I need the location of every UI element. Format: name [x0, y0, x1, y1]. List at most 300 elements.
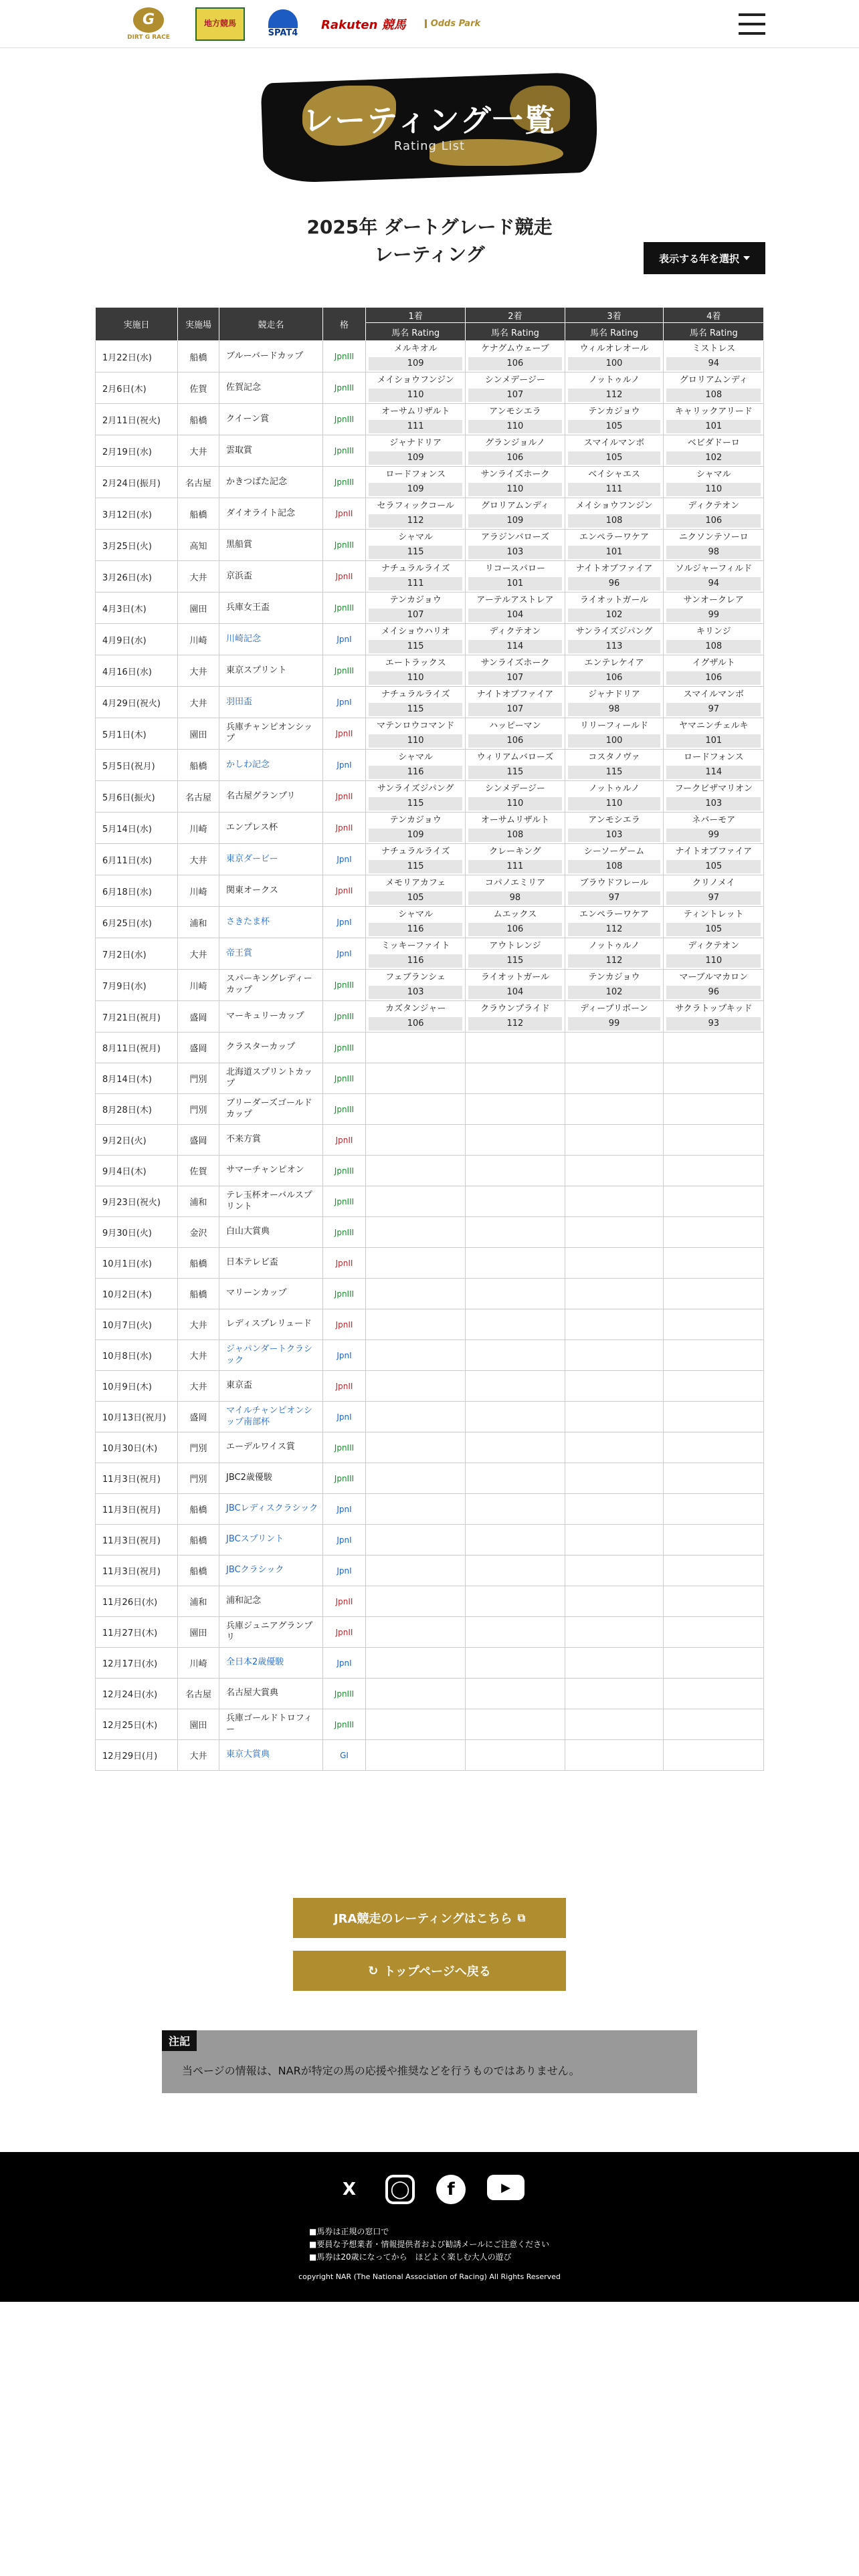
race-grade: JpnIII — [323, 467, 366, 498]
horse-name: ライオットガール — [579, 595, 649, 605]
race-name-link[interactable]: JBCスプリント — [219, 1525, 323, 1555]
race-date: 8月28日(木) — [96, 1094, 178, 1125]
result-cell — [565, 1125, 664, 1156]
result-cell — [366, 404, 466, 435]
footer-note: ■馬券は正規の窓口で — [309, 2227, 389, 2236]
jra-rating-link-button[interactable] — [293, 1898, 566, 1938]
race-date: 4月29日(祝火) — [96, 687, 178, 718]
jra-button-label: JRA競走のレーティングはこちら — [333, 1912, 512, 1926]
race-grade: JpnII — [323, 1371, 366, 1402]
result-cell — [366, 1740, 466, 1771]
race-name: テレ玉杯オーバルスプリント — [219, 1186, 323, 1217]
race-grade: JpnI — [323, 1402, 366, 1432]
result-cell — [366, 1309, 466, 1340]
horse-name: エンテレケイア — [584, 658, 644, 668]
result-cell — [565, 1432, 664, 1463]
result-cell — [366, 1094, 466, 1125]
race-name: マーキュリーカップ — [219, 1001, 323, 1033]
horse-rating: 97 — [568, 891, 661, 905]
race-name-link[interactable]: JBCレディスクラシック — [219, 1494, 323, 1525]
col-header-2nd: 2着 — [466, 308, 565, 323]
horse-name: エンペラーワケア — [579, 532, 649, 542]
table-row — [96, 561, 764, 593]
horse-name: グロリアムンディ — [679, 375, 748, 385]
result-cell — [466, 1340, 565, 1371]
result-cell — [466, 1156, 565, 1186]
col-subheader: 馬名 Rating — [366, 323, 466, 341]
result-cell — [664, 781, 764, 813]
result-cell — [366, 1463, 466, 1494]
race-grade: JpnII — [323, 718, 366, 750]
result-cell — [466, 467, 565, 498]
race-name-link[interactable]: 東京大賞典 — [219, 1740, 323, 1771]
result-cell — [565, 372, 664, 404]
race-name: クイーン賞 — [219, 404, 323, 435]
horse-rating: 109 — [369, 483, 462, 496]
horse-name: ノットゥルノ — [588, 941, 640, 951]
race-name-link[interactable]: JBCクラシック — [219, 1555, 323, 1586]
result-cell — [565, 561, 664, 593]
horse-rating: 106 — [468, 734, 561, 748]
result-cell — [664, 1617, 764, 1648]
result-cell — [565, 750, 664, 781]
col-header-place: 実施場 — [178, 308, 219, 341]
instagram-icon[interactable]: ◯ — [385, 2175, 415, 2204]
result-cell — [664, 341, 764, 372]
result-cell — [664, 1648, 764, 1679]
result-cell — [565, 655, 664, 687]
race-date: 12月17日(水) — [96, 1648, 178, 1679]
horse-rating: 112 — [568, 389, 661, 402]
race-name: 佐賀記念 — [219, 372, 323, 404]
facebook-icon[interactable]: f — [436, 2175, 466, 2204]
table-row — [96, 498, 764, 530]
result-cell — [664, 404, 764, 435]
race-name: 浦和記念 — [219, 1586, 323, 1617]
race-place: 大井 — [178, 844, 219, 875]
horse-rating: 115 — [468, 766, 561, 779]
race-grade: JpnI — [323, 624, 366, 655]
result-cell — [466, 1525, 565, 1555]
footer-note: ■要員な予想業者・情報提供者および勧誘メールにご注意ください — [309, 2240, 550, 2250]
result-cell — [466, 1186, 565, 1217]
result-cell — [366, 718, 466, 750]
table-row — [96, 1709, 764, 1740]
race-grade: JpnIII — [323, 1217, 366, 1248]
horse-name: ウィルオレオール — [579, 344, 649, 354]
horse-name: サクラトップキッド — [675, 1004, 753, 1014]
horse-rating: 93 — [666, 1017, 761, 1031]
chiho-keiba-logo[interactable]: 地方競馬 — [195, 7, 245, 41]
result-cell — [664, 750, 764, 781]
horse-rating: 108 — [568, 514, 661, 528]
horse-name: サンオークレア — [683, 595, 744, 605]
result-cell — [565, 687, 664, 718]
result-cell — [664, 655, 764, 687]
result-cell — [366, 1371, 466, 1402]
result-cell — [366, 907, 466, 938]
race-date: 7月9日(水) — [96, 970, 178, 1001]
result-cell — [366, 1679, 466, 1709]
race-place: 川崎 — [178, 1648, 219, 1679]
result-cell — [366, 1248, 466, 1279]
horse-rating: 110 — [369, 734, 462, 748]
race-place: 大井 — [178, 561, 219, 593]
race-name: レディスプレリュード — [219, 1309, 323, 1340]
race-grade: JpnIII — [323, 655, 366, 687]
horse-name: スマイルマンボ — [683, 689, 744, 700]
race-grade: JpnIII — [323, 1432, 366, 1463]
race-name-link[interactable]: ジャパンダートクラシック — [219, 1340, 323, 1371]
result-cell — [664, 718, 764, 750]
partner-logos — [120, 4, 480, 44]
race-date: 10月13日(祝月) — [96, 1402, 178, 1432]
race-date: 10月8日(水) — [96, 1340, 178, 1371]
hamburger-menu-icon[interactable] — [739, 11, 765, 37]
race-place: 盛岡 — [178, 1402, 219, 1432]
horse-name: コスタノヴァ — [588, 752, 640, 762]
horse-name: ナチュラルライズ — [381, 689, 450, 700]
table-row — [96, 435, 764, 467]
result-cell — [366, 1156, 466, 1186]
race-date: 9月30日(火) — [96, 1217, 178, 1248]
table-row — [96, 1125, 764, 1156]
result-cell — [664, 593, 764, 624]
race-date: 9月23日(祝火) — [96, 1186, 178, 1217]
race-grade: JpnII — [323, 1125, 366, 1156]
race-grade: JpnIII — [323, 593, 366, 624]
race-name: 雲取賞 — [219, 435, 323, 467]
race-place: 盛岡 — [178, 1125, 219, 1156]
result-cell — [565, 530, 664, 561]
race-place: 大井 — [178, 435, 219, 467]
race-place: 船橋 — [178, 341, 219, 372]
race-date: 10月30日(木) — [96, 1432, 178, 1463]
result-cell — [466, 498, 565, 530]
col-header-date: 実施日 — [96, 308, 178, 341]
disclaimer-box — [162, 2030, 697, 2093]
youtube-icon[interactable]: ▶ — [487, 2175, 524, 2200]
result-cell — [664, 1033, 764, 1063]
horse-rating: 115 — [369, 546, 462, 559]
race-name-link[interactable]: 川崎記念 — [219, 624, 323, 655]
horse-name: エンペラーワケア — [579, 909, 649, 920]
horse-rating: 107 — [468, 389, 561, 402]
result-cell — [366, 938, 466, 970]
site-header — [0, 0, 859, 48]
result-cell — [565, 970, 664, 1001]
horse-name: テンカジョウ — [588, 972, 640, 982]
race-grade: JpnIII — [323, 1156, 366, 1186]
horse-rating: 115 — [369, 703, 462, 716]
race-name: マリーンカップ — [219, 1279, 323, 1309]
table-row — [96, 1309, 764, 1340]
result-cell — [366, 498, 466, 530]
race-name: 兵庫女王盃 — [219, 593, 323, 624]
rakuten-keiba-logo[interactable]: Rakuten 競馬 — [321, 17, 406, 32]
table-row — [96, 1648, 764, 1679]
x-icon[interactable]: X — [342, 2179, 357, 2199]
race-place: 船橋 — [178, 1279, 219, 1309]
result-cell — [664, 1371, 764, 1402]
result-cell — [466, 687, 565, 718]
race-date: 6月25日(水) — [96, 907, 178, 938]
race-date: 11月3日(祝月) — [96, 1555, 178, 1586]
horse-name: シャマル — [398, 909, 434, 920]
result-cell — [565, 875, 664, 907]
horse-name: ミストレス — [692, 344, 736, 354]
horse-name: サンライズジパング — [377, 784, 454, 794]
race-date: 3月25日(火) — [96, 530, 178, 561]
race-date: 5月5日(祝月) — [96, 750, 178, 781]
horse-name: シャマル — [398, 752, 434, 762]
col-subheader: 馬名 Rating — [664, 323, 764, 341]
race-grade: JpnII — [323, 498, 366, 530]
race-grade: JpnIII — [323, 1709, 366, 1740]
horse-name: ケナグムウェーブ — [481, 344, 549, 354]
race-name: 不来方賞 — [219, 1125, 323, 1156]
horse-name: オーサムリザルト — [381, 407, 450, 417]
result-cell — [466, 435, 565, 467]
result-cell — [466, 1279, 565, 1309]
result-cell — [366, 530, 466, 561]
horse-rating: 102 — [666, 451, 761, 465]
race-grade: JpnIII — [323, 372, 366, 404]
result-cell — [664, 1432, 764, 1463]
oddspark-logo[interactable]: Odds Park — [425, 19, 480, 29]
dirt-g-mark: G — [133, 7, 164, 33]
race-name: 京浜盃 — [219, 561, 323, 593]
horse-rating: 115 — [468, 954, 561, 968]
horse-name: クリノメイ — [692, 878, 735, 888]
horse-rating: 101 — [568, 546, 661, 559]
horse-rating: 101 — [666, 420, 761, 433]
race-name-link[interactable]: 帝王賞 — [219, 938, 323, 970]
race-grade: JpnIII — [323, 435, 366, 467]
horse-rating: 101 — [666, 734, 761, 748]
race-grade: JpnII — [323, 813, 366, 844]
horse-rating: 112 — [568, 954, 661, 968]
horse-name: ディクテオン — [688, 501, 740, 511]
race-date: 5月1日(木) — [96, 718, 178, 750]
table-row — [96, 1525, 764, 1555]
table-row — [96, 1094, 764, 1125]
result-cell — [466, 907, 565, 938]
horse-name: スマイルマンボ — [583, 438, 645, 448]
result-cell — [565, 1340, 664, 1371]
result-cell — [466, 1679, 565, 1709]
horse-rating: 116 — [369, 954, 462, 968]
result-cell — [565, 1217, 664, 1248]
table-row — [96, 1156, 764, 1186]
race-place: 名古屋 — [178, 1679, 219, 1709]
back-to-top-button[interactable] — [293, 1951, 566, 1991]
table-row — [96, 1001, 764, 1033]
race-name: 兵庫チャンピオンシップ — [219, 718, 323, 750]
race-name: 東京盃 — [219, 1371, 323, 1402]
race-name-link[interactable]: さきたま杯 — [219, 907, 323, 938]
race-grade: JpnIII — [323, 970, 366, 1001]
table-row — [96, 1432, 764, 1463]
result-cell — [664, 1248, 764, 1279]
race-place: 川崎 — [178, 624, 219, 655]
horse-name: クレーキング — [489, 847, 541, 857]
horse-rating: 106 — [369, 1017, 462, 1031]
race-place: 浦和 — [178, 1186, 219, 1217]
result-cell — [466, 1709, 565, 1740]
race-grade: JpnIII — [323, 1001, 366, 1033]
horse-name: ライオットガール — [480, 972, 549, 982]
horse-rating: 99 — [568, 1017, 661, 1031]
result-cell — [664, 1402, 764, 1432]
result-cell — [664, 1340, 764, 1371]
table-row — [96, 813, 764, 844]
horse-name: マーブルマカロン — [679, 972, 749, 982]
horse-name: シャマル — [696, 469, 731, 479]
race-date: 11月3日(祝月) — [96, 1463, 178, 1494]
year-select-button[interactable] — [644, 242, 765, 274]
horse-rating: 110 — [666, 954, 761, 968]
race-name-link[interactable]: 東京ダービー — [219, 844, 323, 875]
race-place: 園田 — [178, 1617, 219, 1648]
race-grade: JpnI — [323, 687, 366, 718]
horse-name: リリーフィールド — [579, 721, 649, 731]
result-cell — [366, 1001, 466, 1033]
race-grade: JpnI — [323, 1525, 366, 1555]
race-date: 11月26日(水) — [96, 1586, 178, 1617]
footer-note: ■馬券は20歳になってから ほどよく楽しむ大人の遊び — [309, 2252, 512, 2262]
horse-name: ジャナドリア — [389, 438, 442, 448]
race-date: 8月14日(木) — [96, 1063, 178, 1094]
horse-rating: 100 — [568, 734, 661, 748]
result-cell — [664, 1156, 764, 1186]
race-date: 12月24日(水) — [96, 1679, 178, 1709]
horse-rating: 113 — [568, 640, 661, 653]
race-name: 兵庫ジュニアグランプリ — [219, 1617, 323, 1648]
horse-name: カズタンジャー — [385, 1004, 446, 1014]
result-cell — [466, 530, 565, 561]
result-cell — [565, 718, 664, 750]
horse-name: ディクテオン — [688, 941, 740, 951]
result-cell — [366, 1432, 466, 1463]
horse-name: メルキオル — [393, 344, 438, 354]
horse-rating: 110 — [369, 671, 462, 685]
table-row — [96, 781, 764, 813]
result-cell — [565, 1248, 664, 1279]
horse-rating: 110 — [468, 797, 561, 811]
result-cell — [565, 1279, 664, 1309]
horse-rating: 107 — [369, 609, 462, 622]
result-cell — [565, 1001, 664, 1033]
result-cell — [565, 624, 664, 655]
result-cell — [664, 1709, 764, 1740]
spat4-logo-text: SPAT4 — [268, 28, 298, 38]
result-cell — [664, 1063, 764, 1094]
race-place: 佐賀 — [178, 372, 219, 404]
race-place: 大井 — [178, 1309, 219, 1340]
result-cell — [366, 687, 466, 718]
dirt-grade-race-logo[interactable] — [120, 4, 177, 44]
result-cell — [366, 1555, 466, 1586]
result-cell — [466, 593, 565, 624]
horse-name: サンライズジパング — [575, 627, 653, 637]
result-cell — [664, 1217, 764, 1248]
race-date: 4月9日(水) — [96, 624, 178, 655]
race-name: ダイオライト記念 — [219, 498, 323, 530]
race-name-link[interactable]: マイルチャンピオンシップ南部杯 — [219, 1402, 323, 1432]
horse-name: ブラウドフレール — [579, 878, 649, 888]
horse-name: ミッキーファイト — [381, 941, 450, 951]
result-cell — [664, 1525, 764, 1555]
horse-rating: 114 — [468, 640, 561, 653]
race-name-link[interactable]: 全日本2歳優駿 — [219, 1648, 323, 1679]
col-header-race: 競走名 — [219, 308, 323, 341]
result-cell — [565, 844, 664, 875]
result-cell — [366, 1617, 466, 1648]
horse-name: ヤマニンチェルキ — [678, 721, 749, 731]
race-name: エンプレス杯 — [219, 813, 323, 844]
result-cell — [466, 970, 565, 1001]
result-cell — [366, 813, 466, 844]
horse-name: ロードフォンス — [683, 752, 744, 762]
race-place: 金沢 — [178, 1217, 219, 1248]
result-cell — [466, 750, 565, 781]
race-date: 2月11日(祝火) — [96, 404, 178, 435]
race-place: 名古屋 — [178, 467, 219, 498]
race-date: 11月27日(木) — [96, 1617, 178, 1648]
race-name-link[interactable]: かしわ記念 — [219, 750, 323, 781]
result-cell — [664, 813, 764, 844]
horse-rating: 115 — [568, 766, 661, 779]
race-date: 5月6日(振火) — [96, 781, 178, 813]
race-grade: JpnIII — [323, 1279, 366, 1309]
external-link-icon: ⧉ — [517, 1911, 526, 1924]
race-place: 船橋 — [178, 750, 219, 781]
race-place: 船橋 — [178, 1248, 219, 1279]
result-cell — [366, 875, 466, 907]
race-date: 1月22日(水) — [96, 341, 178, 372]
horse-rating: 96 — [666, 986, 761, 999]
col-header-4th: 4着 — [664, 308, 764, 323]
race-name: 名古屋グランプリ — [219, 781, 323, 813]
result-cell — [366, 1125, 466, 1156]
result-cell — [664, 1186, 764, 1217]
result-cell — [466, 341, 565, 372]
horse-rating: 105 — [369, 891, 462, 905]
table-row — [96, 1186, 764, 1217]
horse-rating: 103 — [468, 546, 561, 559]
horse-name: イグザルト — [692, 658, 735, 668]
race-name: クラスターカップ — [219, 1033, 323, 1063]
spat4-logo[interactable] — [264, 7, 302, 41]
table-row — [96, 1279, 764, 1309]
result-cell — [565, 1525, 664, 1555]
spat4-dome — [268, 9, 298, 28]
horse-rating: 109 — [369, 451, 462, 465]
result-cell — [466, 1125, 565, 1156]
race-date: 7月2日(水) — [96, 938, 178, 970]
race-name-link[interactable]: 羽田盃 — [219, 687, 323, 718]
race-grade: JpnIII — [323, 1463, 366, 1494]
horse-rating: 115 — [369, 860, 462, 873]
race-place: 大井 — [178, 1740, 219, 1771]
horse-name: ネバーモア — [692, 815, 736, 825]
race-place: 門別 — [178, 1432, 219, 1463]
horse-rating: 105 — [568, 451, 661, 465]
result-cell — [565, 593, 664, 624]
horse-name: メイショウハリオ — [381, 627, 450, 637]
horse-name: ベイシャエス — [588, 469, 640, 479]
